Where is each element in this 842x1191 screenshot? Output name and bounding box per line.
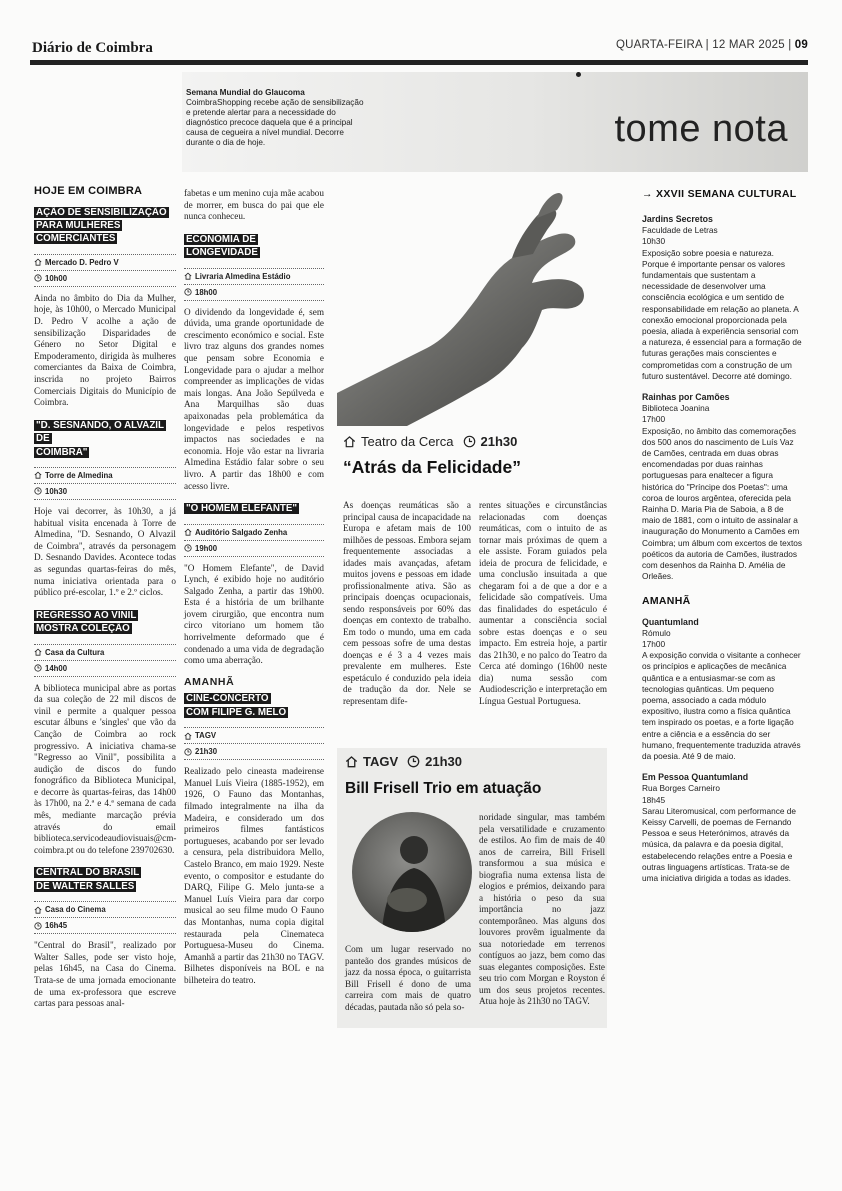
event-text: Hoje vai decorrer, às 10h30, a já habitual visita encenada à Torre de Almedina, "D. Sesnando, O Alvazil de Coimbra", através da personagem D. Sesnando Davides. Acontece todas as segundas quartas-feiras do mês, numa iniciativa orientada para o público pré-escolar, 1.º e 2.º ciclos. <box>34 505 176 598</box>
arrow-right-icon: → <box>642 188 653 200</box>
event-text: Sarau Literomusical, com performance de Keissy Carvelli, de poemas de Fernando Pessoa e seus Heterónimos, através da música, da palavra e da poesia digital, estabelecendo relações entre a Poesia e outras linguagens artísticas. Trata-se de uma iniciativa dirigida a todas as idades. <box>642 805 797 883</box>
event-title: "D. SESNANDO, O ALVAZIL DE COIMBRA" <box>36 419 165 458</box>
clock-icon <box>34 487 42 495</box>
event-title: REGRESSO AO VINIL MOSTRA COLEÇÃO <box>36 609 137 635</box>
event-meta <box>34 901 176 934</box>
amanha-heading: AMANHÃ <box>184 675 235 688</box>
event-time: 10h30 <box>45 486 68 496</box>
feature-text-col-b: rentes situações e circunstâncias relacionadas com doenças reumáticas, com o intuito de as tornar mais próximas de quem a ele assiste. Foram guiados pela ideia de procura de felicidade, e uma conclusão insuitada a que chegaram foi a de que a dor e a felicidade são compatíveis. Uma das finalidades do espetáculo é aumentar a consciência social sobre estas doenças e o seu impacto. Em estreia hoje, a partir das 21h30, e no palco do Teatro da Cerca até domingo (16h00 neste dia) numa sessão com Audiodescrição e interpretação em Língua Gestual Portuguesa. <box>479 500 607 706</box>
event-title: CINE-CONCERTO COM FILIPE G. MELO <box>186 693 287 718</box>
home-icon <box>184 272 192 280</box>
banner-note <box>186 88 364 148</box>
event-text: O dividendo da longevidade é, sem dúvida, uma grande oportunidade de crescimento económico e social. Este livro traz alguns dos grandes nomes que pensam sobre Economia e Longevidade para o ajudar a melhor compreender as implicações de vidas mais longas. Ana João Sepúlveda e Ana Marquilhas são duas apaixonadas pela problemática da longevidade e pelos respetivos impactos nas sociedades e na economia. Hoje vão estar na livraria Almedina Estádio falar sobre o seu livro. A partir das 18h00 e com acesso livre. <box>184 306 324 491</box>
event-place: Rua Borges Carneiro <box>642 783 720 794</box>
event-time: 10h30 <box>642 236 666 247</box>
event-title: Quantumland <box>642 616 699 627</box>
feature-time: 21h30 <box>480 434 518 449</box>
feature-venue: Teatro da Cerca <box>361 434 454 449</box>
event-time: 10h00 <box>45 273 68 283</box>
tagv-venue: TAGV <box>363 754 399 769</box>
home-icon <box>34 648 42 656</box>
tagv-title: Bill Frisell Trio em atuação <box>345 780 542 797</box>
column-semana-cultural <box>642 188 802 884</box>
event-place: Casa do Cinema <box>45 905 106 915</box>
event-time: 17h00 <box>642 638 666 649</box>
guitarist-silhouette <box>352 812 472 932</box>
event-place: Mercado D. Pedro V <box>45 257 119 267</box>
event-time: 16h45 <box>45 921 68 931</box>
event-time: 14h00 <box>45 663 68 673</box>
clock-icon <box>34 664 42 672</box>
section-heading: tome nota <box>614 108 788 150</box>
bullet-dot <box>576 72 581 77</box>
event-title: "O HOMEM ELEFANTE" <box>186 503 298 515</box>
event-text: Realizado pelo cineasta madeirense Manuel Luís Vieira (1885-1952), em 1926, O Fauno das Montanhas, filmado integralmente na ilha da Madeira, e considerado um dos primeiros filmes fantásticos portugueses, acabando por ser levado a censura, pela distribuidora Mello, Castelo Branco, em maio 1929. Neste evento, o compositor e estudante do DARQ, Filipe G. Melo junta-se a Manuel Luís Vieira para dar corpo musical ao seu filme mudo O Fauno das Montanhas, numa copia digital restaurada pela Cinemateca Portuguesa-Museu do Cinema. Amanhã a partir das 21h30 no TAGV. Bilhetes disponíveis na BOL e na bilheteira do teatro. <box>184 766 324 985</box>
tagv-text-col-a: Com um lugar reservado no panteão dos grandes músicos de jazz da nossa época, o guitarrista Bill Frisell é dono de uma carreira com mais de quatro décadas, pautada não só pela so- <box>345 944 471 1012</box>
event-text: Exposição sobre poesia e natureza. Porque é importante pensar os valores fundamentais que sustentam a necessidade de desenvolver uma consciência ecológica e um sentido de responsabilidade em relação ao planeta. A conexão emocional proporcionada pela poesia, aliada à experiência sensorial com a natureza, é essencial para a formação de futuras gerações mais conscientes e comprometidas com a construção de um futuro sustentável. Decorre até domingo. <box>642 247 802 381</box>
event-text: A biblioteca municipal abre as portas da sua coleção de 22 mil discos de vinil e permite a qualquer pessoa escutar álbuns e 'singles' que vão da Canção de Coimbra ao rock progressivo. A iniciativa chama-se "Regresso ao Vinil", possibilita a audição de discos do fundo fonográfico da Biblioteca Municipal, e decorre às quartas-feiras, das 14h00 às 17h00, na 2.ª e 4.ª semana de cada mês, mediante marcação prévia através do email biblioteca.servicodeaudiovisuais@cm-coimbra.pt ou do telefone 239702630. <box>34 682 177 855</box>
banner-note-text: CoimbraShopping recebe ação de sensibilização e pretende alertar para a necessidade do diagnóstico precoce daquela que é a principal causa de cegueira a nível mundial. Decorre durante o dia de hoje. <box>186 98 364 147</box>
event-meta <box>184 524 324 557</box>
event-place: Livraria Almedina Estádio <box>195 271 291 281</box>
banner-note-title: Semana Mundial do Glaucoma <box>186 88 305 97</box>
clock-icon <box>463 435 476 448</box>
column-two <box>184 188 324 987</box>
home-icon <box>345 755 358 768</box>
event-text: Exposição, no âmbito das comemorações dos 500 anos do nascimento de Luís Vaz de Camões, centrada em duas obras encomendadas por duas rainhas portuguesas para enaltecer a figura histórica do "Príncipe dos Poetas": uma coroa de louros argêntea, oferecida pela Rainha D. Maria Pia de Saboia, a 8 de maio de 1881, com o intuito de assinalar a inauguração do Monumento a Camões em Coimbra; um álbum com excertos de textos poéticos da autoria de Camões, ilustrados com desenhos da Rainha D. Amélia de Orleães. <box>642 425 803 582</box>
masthead: Diário de Coimbra <box>32 40 153 56</box>
amanha-heading: AMANHÃ <box>642 594 691 607</box>
continued-text: fabetas e um menino cuja mãe acabou de morrer, em busca do pai que ele nunca conheceu. <box>184 188 324 222</box>
page-number: 09 <box>794 39 808 51</box>
tagv-text-col-b: noridade singular, mas também pela versatilidade e cruzamento de estilos. Ao fim de mais de 40 anos de carreira, Bill Frisell transformou a sua música e biografia numa extensa lista de elogios e prémios, deixando para a história o peso da sua importância no jazz contemporâneo. Mas alguns dos louvores provêm igualmente da sua notoriedade em terrenos contíguos ao jazz, bem como das suas elegantes composições. Este seu trio com Morgan e Royston é um dos seus projetos recentes. Atua hoje às 21h30 no TAGV. <box>479 812 605 1006</box>
home-icon <box>184 732 192 740</box>
event-time: 17h00 <box>642 414 666 425</box>
event-time: 18h00 <box>195 287 218 297</box>
weekday: QUARTA-FEIRA <box>615 39 703 51</box>
event-title: AÇÃO DE SENSIBILIZAÇÃO PARA MULHERES COMERCIANTES <box>36 206 167 245</box>
event-place: Torre de Almedina <box>45 470 113 480</box>
feature-title: “Atrás da Felicidade” <box>343 457 521 477</box>
event-text: "O Homem Elefante", de David Lynch, é exibido hoje no auditório Salgado Zenha, a partir das 19h00. Esta é a história de um brilhante jovem cirurgião, que encontra num circo vitoriano um homem tão horrivelmente deformado que é condenado a uma vida de degradação como uma aberração. <box>184 562 324 666</box>
event-time: 19h00 <box>195 543 218 553</box>
clock-icon <box>34 274 42 282</box>
event-meta <box>34 254 176 287</box>
tagv-meta <box>345 754 462 769</box>
clock-icon <box>34 922 42 930</box>
event-place: TAGV <box>195 731 217 741</box>
home-icon <box>184 528 192 536</box>
event-text: A exposição convida o visitante a conhecer os princípios e aplicações de mecânica quântica e a entusiasmar-se com as tecnologias quânticas. Um pequeno poema, associado a cada módulo expositivo, ilustra como a física quântica tem inspirado os poetas, e a forte ligação entre a ciência e a essência do ser humano, frequentemente traduzida através da poesia. Até 9 de maio. <box>642 650 801 761</box>
hand-photo <box>337 188 607 426</box>
home-icon <box>34 906 42 914</box>
event-time: 21h30 <box>195 747 218 757</box>
event-place: Casa da Cultura <box>45 647 105 657</box>
event-title: Em Pessoa Quantumland <box>642 772 749 783</box>
tagv-time: 21h30 <box>425 754 463 769</box>
event-place: Faculdade de Letras <box>642 225 718 236</box>
home-icon <box>34 471 42 479</box>
musician-photo <box>352 812 472 932</box>
event-title: Jardins Secretos <box>642 214 713 224</box>
event-place: Biblioteca Joanina <box>642 403 710 414</box>
home-icon <box>343 435 356 448</box>
clock-icon <box>184 544 192 552</box>
event-title: ECONOMIA DE LONGEVIDADE <box>186 233 258 259</box>
date: 12 MAR 2025 <box>712 39 785 51</box>
feature-meta <box>343 434 517 449</box>
section-title: HOJE EM COIMBRA <box>34 185 143 197</box>
event-meta <box>34 644 176 677</box>
column-hoje-em-coimbra <box>34 186 176 1010</box>
tome-nota-banner <box>182 72 808 172</box>
header-rule <box>30 60 808 65</box>
feature-text-col-a: As doenças reumáticas são a principal causa de incapacidade na Europa e afetam mais de 100 milhões de pessoas. Embora sejam frequentemente associadas a idades mais avançadas, afetam muitos jovens e pessoas em idade profissionalmente ativa. São as principais doenças ocupacionais, sendo responsáveis por 60% das doenças em contexto de trabalho. Em todo o mundo, uma em cada cem pessoas sofre de uma destas doenças e é 3 a 4 vezes mais prevalente em mulheres. Este espetáculo é conduzido pela ideia de tradução da dor. Nele se representam dife- <box>343 500 471 706</box>
event-text: Ainda no âmbito do Dia da Mulher, hoje, às 10h00, o Mercado Municipal D. Pedro V acolhe a ação de sensibilização Disparidades de Género no Setor Digital e Empoderamento, dirigida às mulheres comerciantes da Baixa de Coimbra, inscrida no projeto Bairros Comerciais Digitais do Município de Coimbra. <box>34 292 176 408</box>
home-icon <box>34 258 42 266</box>
section-title: → XXVII SEMANA CULTURAL <box>642 188 797 200</box>
event-title: CENTRAL DO BRASIL DE WALTER SALLES <box>36 867 140 892</box>
event-meta <box>184 268 324 301</box>
event-place: Rómulo <box>642 627 671 638</box>
dateline: QUARTA-FEIRA | 12 MAR 2025 | 09 <box>615 39 808 51</box>
event-title: Rainhas por Camões <box>642 392 730 403</box>
clock-icon <box>184 288 192 296</box>
event-time: 18h45 <box>642 794 666 805</box>
event-place: Auditório Salgado Zenha <box>195 527 288 537</box>
clock-icon <box>407 755 420 768</box>
event-meta <box>34 467 176 500</box>
event-text: "Central do Brasil", realizado por Walter Salles, pode ser visto hoje, pelas 16h45, na Casa do Cinema. Trata-se de uma jornada emocionante de uma ex-professora que escreve cartas para pessoas anal- <box>34 940 176 1009</box>
clock-icon <box>184 748 192 756</box>
event-meta <box>184 727 324 760</box>
